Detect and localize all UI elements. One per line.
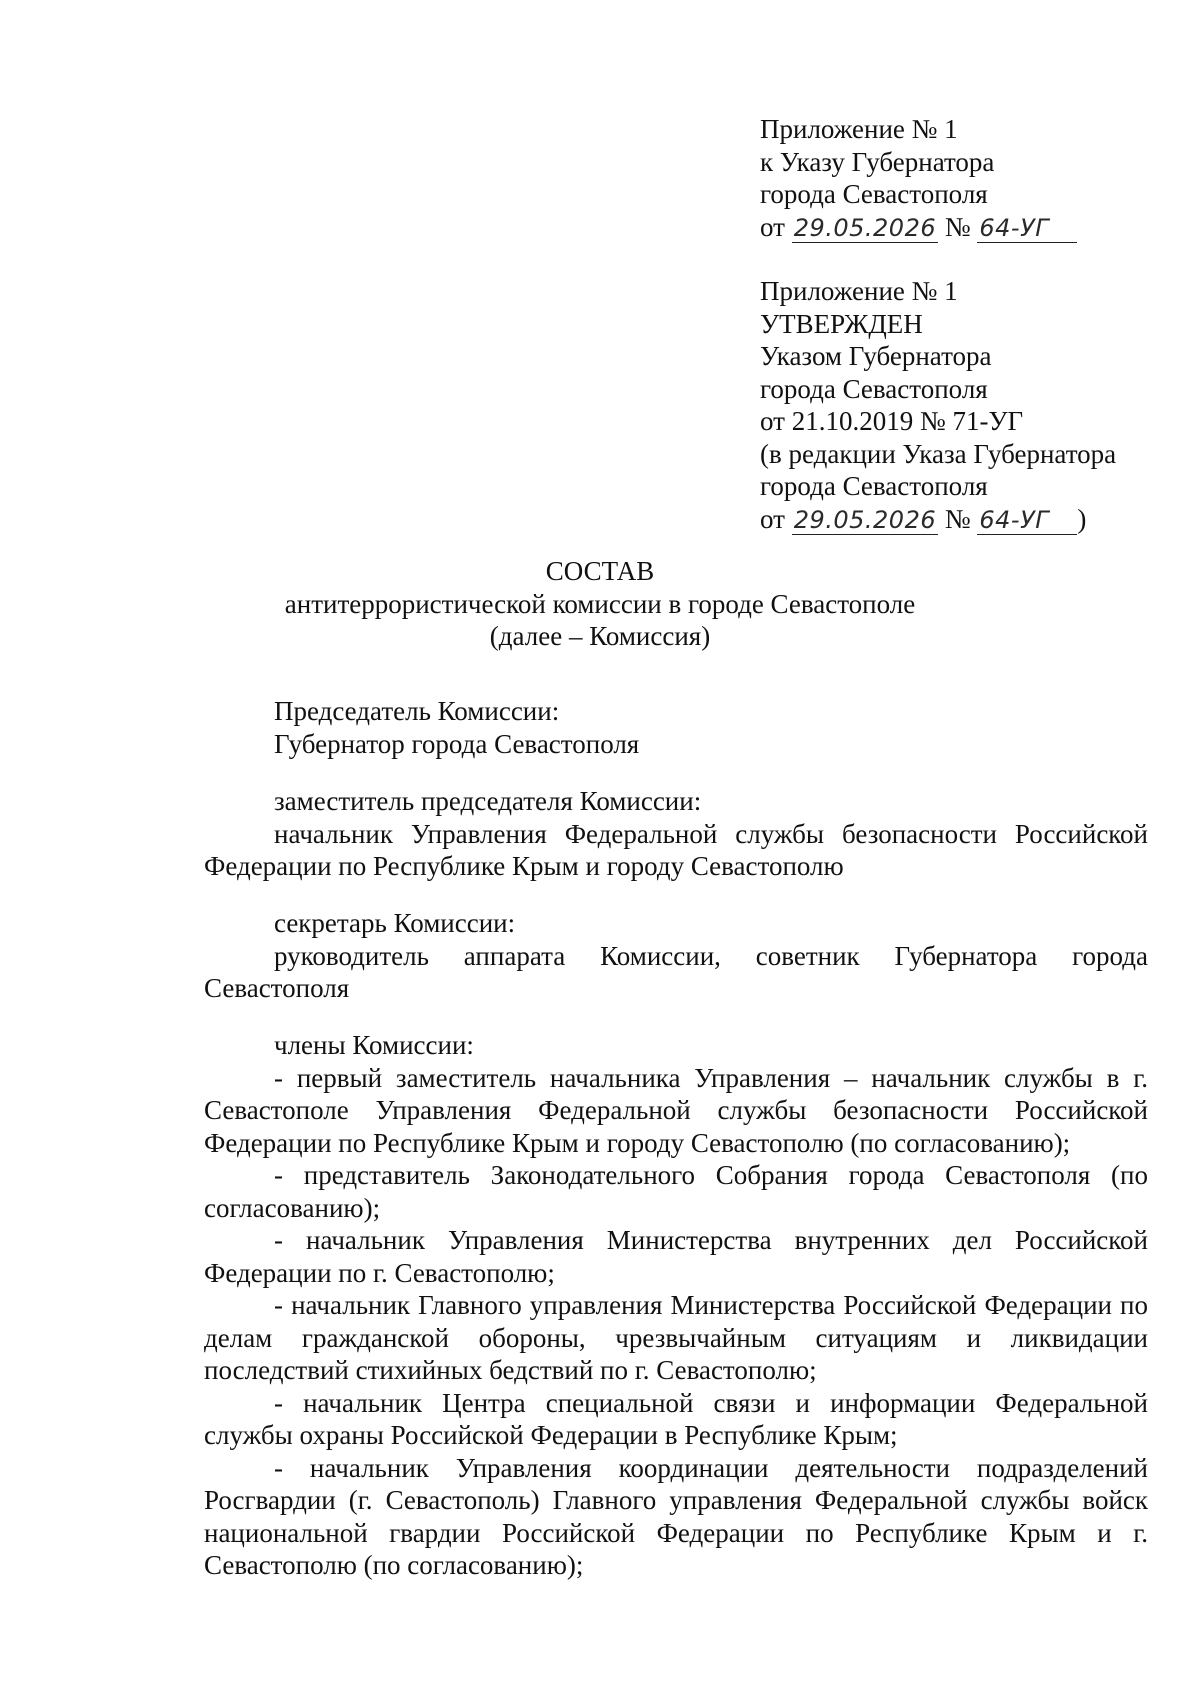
section-label: заместитель председателя Комиссии: [274, 786, 702, 816]
date-prefix: от [760, 503, 785, 534]
date-prefix: от [760, 211, 785, 242]
handwritten-number: 64-УГ [977, 506, 1077, 535]
section-label: Председатель Комиссии: [274, 696, 560, 726]
chairman-section [204, 695, 1148, 760]
member-item: - начальник Центра специальной связи и информации Федеральной службы охраны Российской Федерации в Республике Крым; [204, 1387, 1148, 1450]
number-sign: № [944, 211, 971, 242]
handwritten-number: 64-УГ [977, 214, 1077, 243]
member-item: - начальник Управления координации деятельности подразделений Росгвардии (г. Севастополь) Главного управления Федеральной службы войск национальной гвардии Российской Федерации по Республике Крым и г. Севастополю (по согласованию); [204, 1452, 1148, 1580]
appendix-line: города Севастополя [760, 373, 988, 404]
appendix-line: Приложение № 1 [760, 276, 958, 306]
closing-paren: ) [1077, 503, 1087, 534]
appendix-date-line [760, 503, 1116, 536]
handwritten-date: 29.05.2026 [793, 505, 937, 534]
handwritten-date: 29.05.2026 [793, 213, 937, 242]
appendix-line: УТВЕРЖДЕН [760, 308, 923, 339]
section-text: Губернатор города Севастополя [274, 728, 640, 759]
member-item: - первый заместитель начальника Управления – начальник службы в г. Севастополе Управления Федеральной службы безопасности Российской Федерации по Республике Крым и городу Севастополю (по согласованию); [204, 1062, 1148, 1158]
appendix-line: города Севастополя [760, 471, 988, 501]
deputy-section [204, 785, 1148, 883]
appendix-date-line [760, 211, 1077, 244]
document-title [0, 555, 1200, 653]
members-section [204, 1029, 1148, 1582]
number-sign: № [944, 503, 971, 534]
appendix-header [760, 113, 1077, 243]
section-text: начальник Управления Федеральной службы безопасности Российской Федерации по Республике Крым и городу Севастополю [204, 818, 1148, 881]
appendix-line: (в редакции Указа Губернатора [760, 438, 1117, 469]
section-label: секретарь Комиссии: [274, 908, 516, 938]
appendix-line: к Указу Губернатора [760, 146, 995, 177]
section-label: члены Комиссии: [274, 1030, 474, 1060]
appendix-approved [760, 275, 1116, 535]
appendix-line: от 21.10.2019 № 71-УГ [760, 406, 1024, 436]
section-text: руководитель аппарата Комиссии, советник Губернатора города Севастополя [204, 940, 1148, 1003]
member-item: - начальник Главного управления Министерства Российской Федерации по делам гражданской обороны, чрезвычайным ситуациям и ликвидации последствий стихийных бедствий по г. Севастополю; [204, 1290, 1148, 1385]
secretary-section [204, 907, 1148, 1005]
title-subtitle: антитеррористической комиссии в городе Севастополе [284, 588, 916, 619]
title-heading: СОСТАВ [545, 556, 655, 586]
appendix-line: Приложение № 1 [760, 114, 958, 144]
appendix-line: города Севастополя [760, 179, 988, 209]
member-item: - представитель Законодательного Собрания города Севастополя (по согласованию); [204, 1160, 1148, 1223]
appendix-line: Указом Губернатора [760, 341, 992, 371]
member-item: - начальник Управления Министерства внутренних дел Российской Федерации по г. Севастополю; [204, 1225, 1148, 1288]
title-subtitle: (далее – Комиссия) [489, 621, 711, 651]
